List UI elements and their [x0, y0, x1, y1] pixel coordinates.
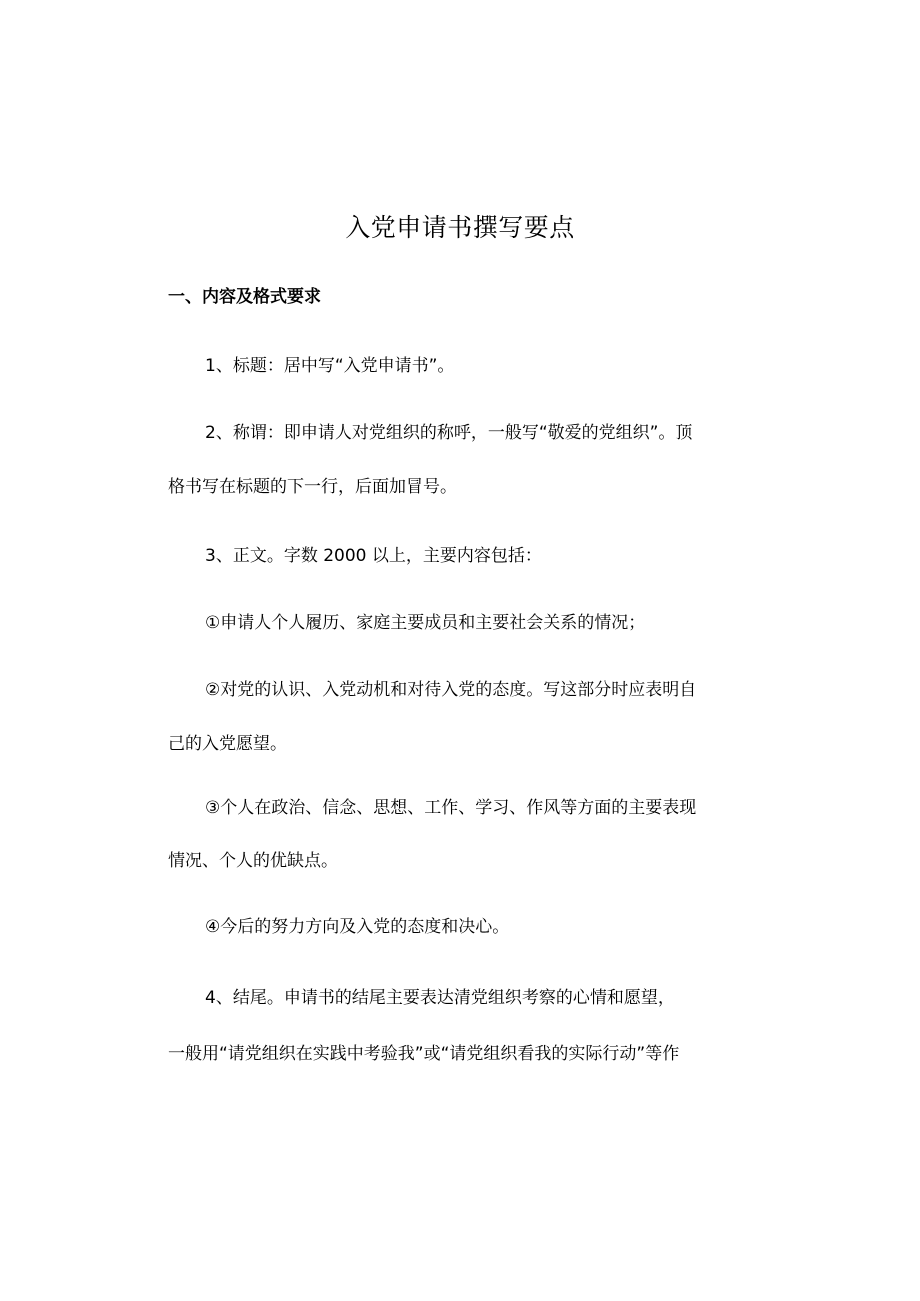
section-heading: 一、内容及格式要求 — [168, 287, 321, 307]
list-item-3: ③个人在政治、信念、思想、工作、学习、作风等方面的主要表现 — [205, 798, 697, 818]
paragraph-ending-rule-cont: 一般用“请党组织在实践中考验我”或“请党组织看我的实际行动”等作 — [168, 1044, 680, 1064]
document-title: 入党申请书撰写要点 — [345, 213, 575, 242]
paragraph-salutation-rule: 2、称谓：即申请人对党组织的称呼，一般写“敬爱的党组织”。顶 — [205, 423, 693, 443]
list-item-2: ②对党的认识、入党动机和对待入党的态度。写这部分时应表明自 — [205, 680, 697, 700]
paragraph-ending-rule: 4、结尾。申请书的结尾主要表达清党组织考察的心情和愿望， — [205, 988, 675, 1008]
paragraph-body-rule: 3、正文。字数 2000 以上，主要内容包括： — [205, 546, 542, 566]
list-item-3-cont: 情况、个人的优缺点。 — [168, 851, 338, 871]
list-item-4: ④今后的努力方向及入党的态度和决心。 — [205, 917, 510, 937]
list-item-1: ①申请人个人履历、家庭主要成员和主要社会关系的情况； — [205, 613, 646, 633]
list-item-2-cont: 己的入党愿望。 — [168, 734, 287, 754]
paragraph-title-rule: 1、标题：居中写“入党申请书”。 — [205, 356, 455, 376]
paragraph-salutation-rule-cont: 格书写在标题的下一行，后面加冒号。 — [168, 477, 457, 497]
